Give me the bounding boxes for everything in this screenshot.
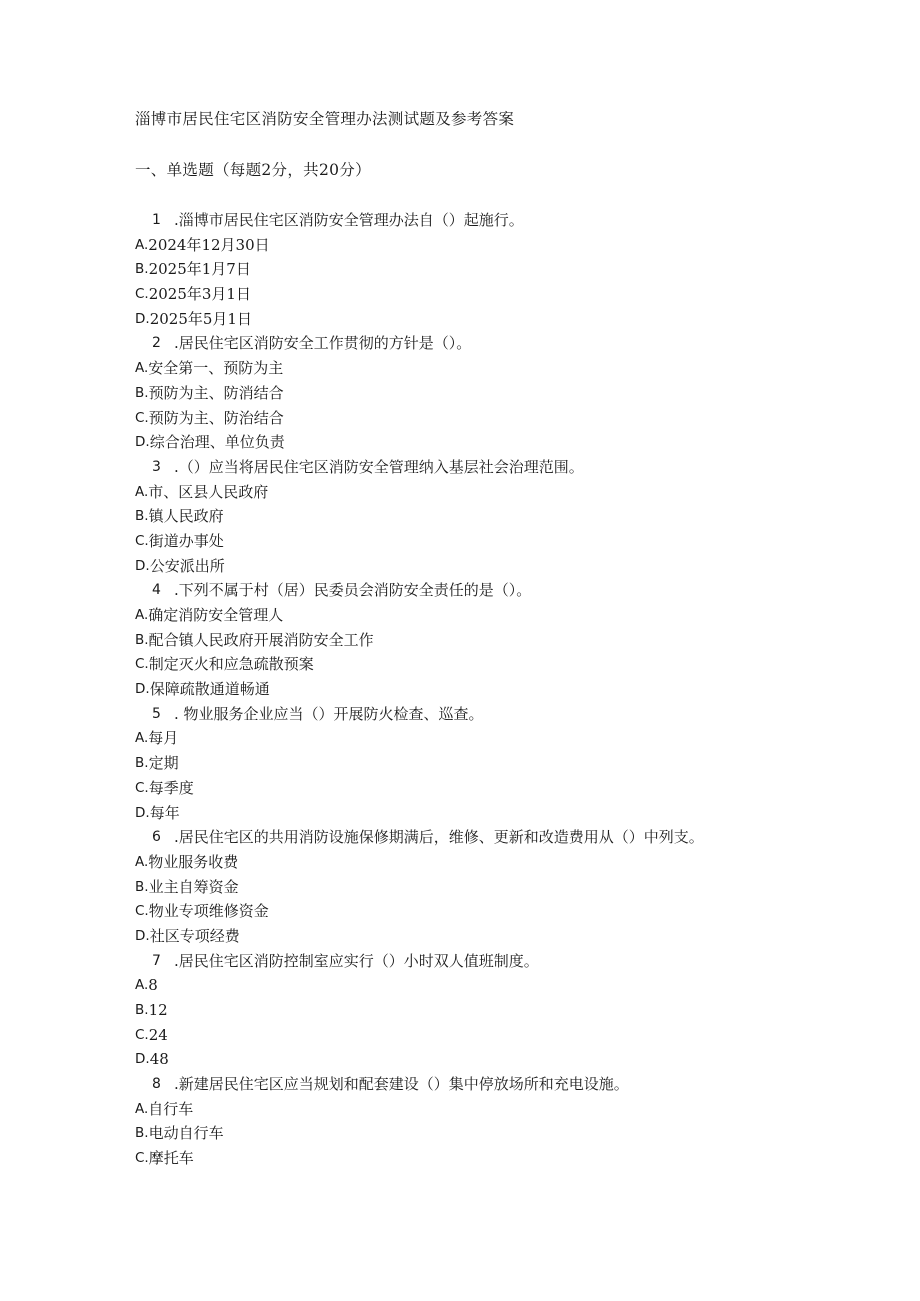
option-text: 预防为主、防消结合 [148, 383, 284, 402]
answer-option [135, 875, 835, 900]
option-text: 确定消防安全管理人 [148, 606, 284, 624]
option-text: 镇人民政府 [148, 507, 224, 526]
option-letter: C. [135, 903, 149, 920]
answer-option [135, 504, 835, 529]
answer-option [135, 726, 835, 751]
option-letter: D. [135, 310, 150, 327]
answer-option [135, 430, 835, 455]
option-letter: D. [135, 557, 150, 574]
option-letter: B. [135, 261, 149, 278]
answer-option [135, 652, 835, 677]
question-stem [135, 1072, 835, 1097]
answer-option [135, 603, 835, 628]
option-text: 配合镇人民政府开展消防安全工作 [148, 630, 374, 649]
answer-option [135, 850, 835, 875]
question-stem [135, 455, 835, 480]
answer-option [135, 776, 835, 801]
option-letter: C. [135, 409, 149, 426]
option-letter: B. [135, 508, 149, 525]
option-text: 24 [148, 1025, 168, 1044]
option-text: 街道办事处 [148, 531, 224, 550]
option-text: 物业服务收费 [148, 852, 239, 871]
answer-option [135, 1146, 835, 1171]
option-letter: A. [135, 607, 149, 623]
option-letter: A. [135, 853, 149, 870]
answer-option [135, 554, 835, 579]
answer-option [135, 356, 835, 381]
option-letter: C. [135, 656, 149, 673]
option-letter: A. [135, 977, 149, 994]
option-text: 预防为主、防治结合 [148, 408, 284, 427]
question-number: 7 [152, 952, 161, 969]
answer-option [135, 1023, 835, 1048]
answer-option [135, 282, 835, 307]
option-text: 2025年3月1日 [148, 285, 251, 304]
section-title: 一、单选题（每题2分，共20分） [135, 161, 371, 179]
question-list [135, 208, 835, 1171]
answer-option [135, 751, 835, 776]
option-letter: B. [135, 384, 149, 401]
question-text: . 物业服务企业应当（）开展防火检查、巡查。 [174, 704, 484, 723]
question-text: .下列不属于村（居）民委员会消防安全责任的是（）。 [174, 581, 532, 600]
option-letter: D. [135, 434, 150, 451]
question-number: 6 [152, 829, 161, 846]
answer-option [135, 899, 835, 924]
question-stem [135, 702, 835, 727]
answer-option [135, 801, 835, 826]
question-stem [135, 949, 835, 974]
option-text: 每季度 [148, 778, 194, 797]
answer-option [135, 998, 835, 1023]
option-text: 保障疏散通道畅通 [149, 680, 270, 699]
answer-option [135, 529, 835, 554]
option-text: 业主自筹资金 [148, 877, 239, 896]
document-title: 淄博市居民住宅区消防安全管理办法测试题及参考答案 [135, 110, 515, 128]
question-text: .居民住宅区消防安全工作贯彻的方针是（）。 [174, 334, 472, 353]
option-text: 8 [148, 976, 158, 995]
answer-option [135, 1097, 835, 1122]
option-letter: A. [135, 1100, 149, 1117]
option-text: 综合治理、单位负责 [149, 433, 285, 452]
question-text: .淄博市居民住宅区消防安全管理办法自（）起施行。 [174, 211, 524, 229]
question-number: 1 [152, 212, 161, 228]
answer-option [135, 257, 835, 282]
answer-option [135, 677, 835, 702]
option-letter: B. [135, 1125, 149, 1142]
question-number: 8 [152, 1076, 161, 1093]
option-text: 48 [149, 1050, 169, 1069]
option-letter: C. [135, 532, 149, 549]
question-number: 5 [152, 705, 161, 722]
option-letter: A. [135, 360, 149, 377]
question-stem [135, 578, 835, 603]
option-letter: B. [135, 878, 149, 895]
option-letter: D. [135, 681, 150, 698]
option-text: 定期 [148, 754, 179, 773]
option-text: 市、区县人民政府 [148, 482, 269, 501]
question-number: 4 [152, 582, 161, 599]
answer-option [135, 973, 835, 998]
option-letter: C. [135, 779, 149, 796]
question-stem [135, 208, 835, 233]
option-text: 社区专项经费 [149, 926, 240, 945]
question-number: 2 [152, 335, 161, 352]
answer-option [135, 406, 835, 431]
question-text: .居民住宅区的共用消防设施保修期满后，维修、更新和改造费用从（）中列支。 [174, 828, 704, 847]
option-letter: C. [135, 286, 149, 303]
option-letter: A. [135, 236, 149, 253]
answer-option [135, 628, 835, 653]
answer-option [135, 924, 835, 949]
option-text: 每年 [149, 803, 180, 822]
option-letter: D. [135, 927, 150, 944]
option-letter: D. [135, 804, 150, 821]
option-text: 物业专项维修资金 [148, 902, 269, 921]
option-text: 2025年1月7日 [148, 260, 251, 279]
option-text: 电动自行车 [148, 1124, 224, 1143]
option-letter: A. [135, 730, 149, 747]
option-text: 摩托车 [148, 1149, 194, 1168]
option-text: 安全第一、预防为主 [148, 359, 284, 378]
answer-option [135, 1047, 835, 1072]
answer-option [135, 480, 835, 505]
option-letter: D. [135, 1051, 150, 1068]
answer-option [135, 307, 835, 332]
option-text: 自行车 [148, 1099, 194, 1118]
option-letter: B. [135, 631, 149, 648]
option-letter: C. [135, 1150, 149, 1167]
question-text: .居民住宅区消防控制室应实行（）小时双人值班制度。 [174, 951, 539, 970]
question-text: .（）应当将居民住宅区消防安全管理纳入基层社会治理范围。 [174, 457, 584, 476]
option-text: 2024年12月30日 [148, 235, 270, 254]
option-text: 12 [148, 1001, 168, 1019]
question-stem [135, 825, 835, 850]
option-text: 公安派出所 [149, 556, 225, 575]
option-text: 2025年5月1日 [149, 309, 252, 328]
option-text: 每月 [148, 729, 179, 748]
answer-option [135, 233, 835, 258]
answer-option [135, 381, 835, 406]
question-text: .新建居民住宅区应当规划和配套建设（）集中停放场所和充电设施。 [174, 1075, 629, 1094]
option-text: 制定灭火和应急疏散预案 [148, 655, 314, 674]
answer-option [135, 1121, 835, 1146]
option-letter: B. [135, 1002, 149, 1018]
question-stem [135, 331, 835, 356]
question-number: 3 [152, 458, 161, 475]
option-letter: A. [135, 483, 149, 500]
option-letter: B. [135, 755, 149, 772]
option-letter: C. [135, 1026, 149, 1043]
